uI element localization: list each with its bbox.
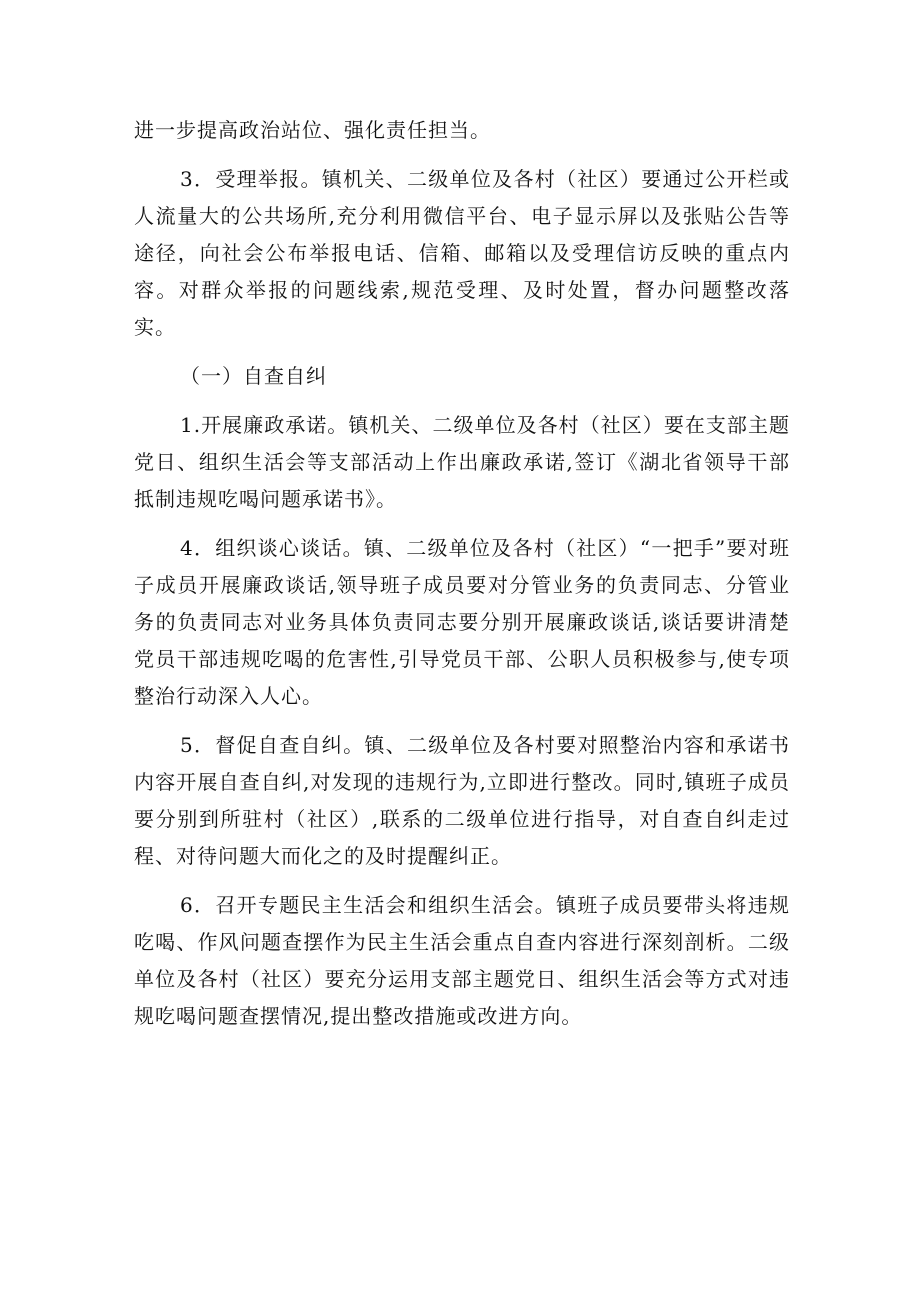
document-body: [134, 112, 790, 1047]
paragraph-item-5: 5．督促自查自纠。镇、二级单位及各村要对照整治内容和承诺书内容开展自查自纠,对发现的违规行为,立即进行整改。同时,镇班子成员要分别到所驻村（社区）,联系的二级单位进行指导，对自查自纠走过程、对待问题大而化之的及时提醒纠正。: [134, 733, 790, 868]
section-heading-self-check: （一）自查自纠: [180, 364, 327, 388]
paragraph-item-4: 4．组织谈心谈话。镇、二级单位及各村（社区）“一把手”要对班子成员开展廉政谈话,领导班子成员要对分管业务的负责同志、分管业务的负责同志对业务具体负责同志要分别开展廉政谈话,谈话要讲清楚党员干部违规吃喝的危害性,引导党员干部、公职人员积极参与,使专项整治行动深入人心。: [134, 536, 790, 708]
paragraph-item-3: 3．受理举报。镇机关、二级单位及各村（社区）要通过公开栏或人流量大的公共场所,充分利用微信平台、电子显示屏以及张贴公告等途径，向社会公布举报电话、信箱、邮箱以及受理信访反映的重点内容。对群众举报的问题线索,规范受理、及时处置，督办问题整改落实。: [134, 167, 790, 339]
paragraph-item-6: 6．召开专题民主生活会和组织生活会。镇班子成员要带头将违规吃喝、作风问题查摆作为民主生活会重点自查内容进行深刻剖析。二级单位及各村（社区）要充分运用支部主题党日、组织生活会等方式对违规吃喝问题查摆情况,提出整改措施或改进方向。: [134, 893, 790, 1028]
paragraph-item-1: 1.开展廉政承诺。镇机关、二级单位及各村（社区）要在支部主题党日、组织生活会等支部活动上作出廉政承诺,签订《湖北省领导干部抵制违规吃喝问题承诺书》。: [134, 413, 790, 511]
paragraph-continuation: 进一步提高政治站位、强化责任担当。: [134, 118, 491, 142]
